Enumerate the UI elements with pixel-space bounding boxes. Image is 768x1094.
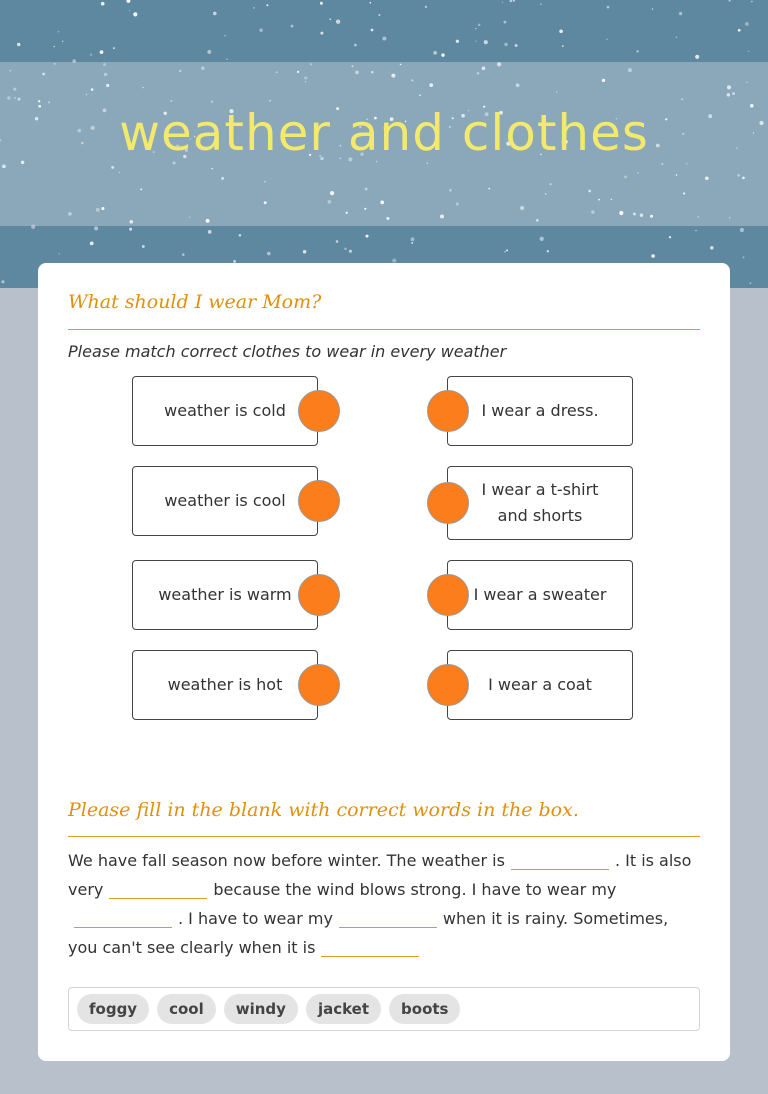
divider <box>68 329 700 330</box>
match-right-item[interactable] <box>447 376 633 446</box>
paragraph-text: because the wind blows strong. I have to wear my <box>213 880 617 899</box>
blank-input[interactable] <box>74 909 172 928</box>
fill-paragraph <box>68 846 702 962</box>
match-dot-left[interactable] <box>298 390 340 432</box>
worksheet-card <box>38 263 730 1061</box>
match-left-item[interactable] <box>132 650 318 720</box>
blank-input[interactable] <box>321 938 419 957</box>
section-title-match: What should I wear Mom? <box>68 291 322 313</box>
word-chip[interactable]: boots <box>389 994 460 1024</box>
paragraph-text: when it is rainy. Sometimes, you can't see clearly when it is <box>68 909 669 957</box>
word-bank <box>68 987 700 1031</box>
match-left-item[interactable] <box>132 376 318 446</box>
match-right-label: I wear a coat <box>488 675 592 694</box>
match-right-item[interactable] <box>447 560 633 630</box>
word-chip[interactable]: cool <box>157 994 216 1024</box>
match-left-label: weather is cold <box>164 401 286 420</box>
match-right-label: I wear a sweater <box>473 585 607 604</box>
match-right-label: I wear a dress. <box>481 401 599 420</box>
paragraph-text: . I have to wear my <box>178 909 333 928</box>
match-dot-right[interactable] <box>427 574 469 616</box>
word-chip[interactable]: windy <box>224 994 298 1024</box>
match-right-label: I wear a t-shirt and shorts <box>481 480 599 525</box>
match-right-item[interactable] <box>447 650 633 720</box>
match-dot-left[interactable] <box>298 664 340 706</box>
paragraph-text: . It is also very <box>68 851 692 899</box>
match-left-item[interactable] <box>132 466 318 536</box>
page-title: weather and clothes <box>119 104 649 162</box>
match-instruction: Please match correct clothes to wear in every weather <box>68 342 507 361</box>
header-banner <box>0 0 768 288</box>
match-left-label: weather is hot <box>167 675 283 694</box>
match-right-item[interactable] <box>447 466 633 540</box>
match-dot-left[interactable] <box>298 480 340 522</box>
match-dot-right[interactable] <box>427 664 469 706</box>
match-left-item[interactable] <box>132 560 318 630</box>
word-chip[interactable]: foggy <box>77 994 149 1024</box>
blank-input[interactable] <box>339 909 437 928</box>
word-chip[interactable]: jacket <box>306 994 381 1024</box>
section-title-fill: Please fill in the blank with correct words in the box. <box>68 799 579 821</box>
match-left-label: weather is warm <box>158 585 292 604</box>
blank-input[interactable] <box>511 851 609 870</box>
match-left-label: weather is cool <box>164 491 286 510</box>
match-dot-left[interactable] <box>298 574 340 616</box>
match-dot-right[interactable] <box>427 482 469 524</box>
paragraph-text: We have fall season now before winter. The weather is <box>68 851 505 870</box>
blank-input[interactable] <box>109 880 207 899</box>
match-dot-right[interactable] <box>427 390 469 432</box>
divider <box>68 836 700 837</box>
